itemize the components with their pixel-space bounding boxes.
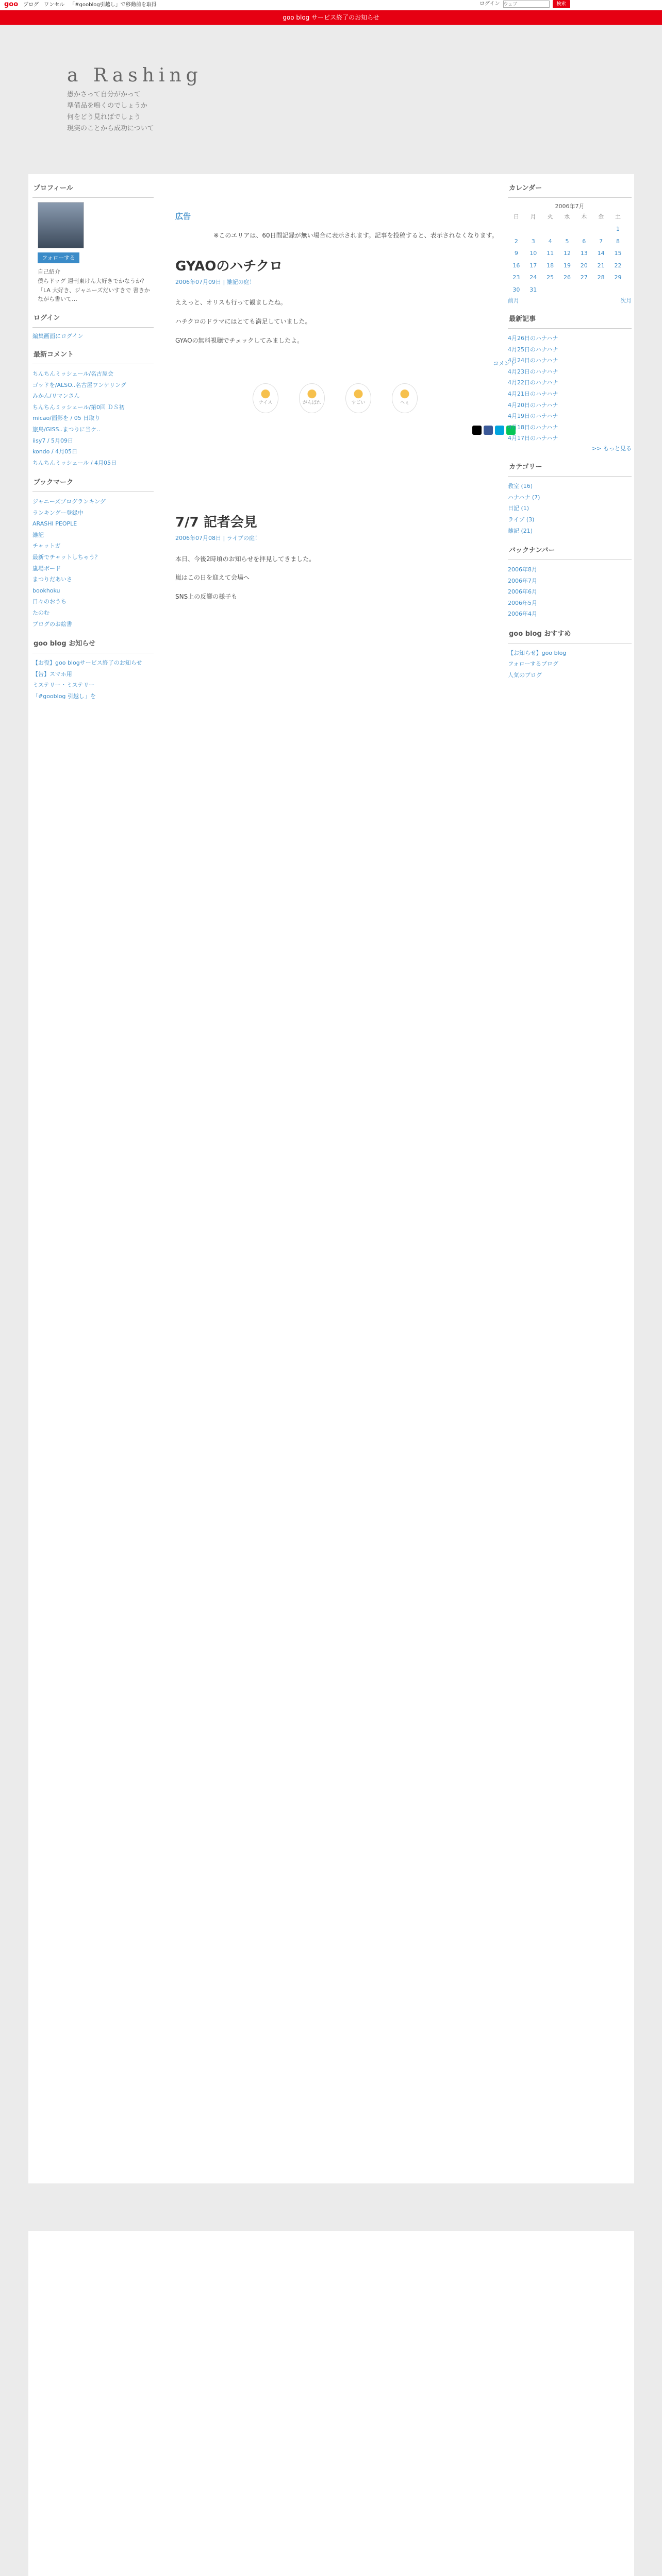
calendar-day[interactable]: 11 [547,250,554,257]
category-heading: カテゴリー [508,459,632,477]
calendar-day[interactable]: 3 [531,238,535,245]
calendar-day [559,284,576,296]
recent-comments-heading: 最新コメント [32,347,154,364]
bookmark-item[interactable]: たのむ [32,609,49,617]
day-header: 金 [598,213,604,221]
calendar-day[interactable]: 2 [514,238,518,245]
blog-header [0,25,662,174]
latest-item[interactable]: 4月24日のハナハナ [508,357,558,364]
calendar-day[interactable]: 23 [512,274,520,281]
post-paragraph: ハチクロのドラマにはとても満足していました。 [175,318,311,326]
latest-heading: 最新記事 [508,311,632,329]
post-title[interactable]: GYAOのハチクロ [175,259,283,275]
calendar-day [542,284,559,296]
calendar-day[interactable]: 10 [529,250,537,257]
topbar-link[interactable]: 「#gooblog引越し」で移動前を取得 [70,2,157,8]
calendar-day[interactable]: 4 [548,238,552,245]
recent-comment[interactable]: iisy7 / 5月09日 [32,437,74,444]
notice-item[interactable]: 【告】スマホ用 [32,670,72,677]
recent-comment[interactable]: ちんちんミッシェール / 4月05日 [32,459,117,466]
bookmark-heading: ブックマーク [32,474,154,492]
calendar-day[interactable]: 31 [529,286,537,293]
recent-comment[interactable]: ゴッドを/ALSO..名古屋ワンケリング [32,381,126,388]
recent-comment[interactable]: ちんちんミッシェール/名古屋会 [32,370,114,377]
latest-item[interactable]: 4月17日のハナハナ [508,435,558,442]
calendar-day[interactable]: 5 [565,238,569,245]
calendar-day[interactable]: 24 [529,274,537,281]
more-link[interactable]: >> もっと見る [592,445,632,452]
bookmark-item[interactable]: ARASHI PEOPLE [32,520,77,528]
share-buttons [175,426,516,435]
bookmark-item[interactable]: 嵐場ボード [32,565,61,572]
signin-link[interactable]: ログイン [479,1,500,7]
ad-heading: 広告 [175,212,191,221]
calendar-day [609,284,626,296]
calendar-week [508,247,626,260]
recommend-heading: goo blog おすすめ [508,626,632,643]
calendar-week [508,260,626,272]
calendar-day[interactable]: 22 [614,262,622,269]
post-paragraph: GYAOの無料視聴でチェックしてみましたよ。 [175,336,304,344]
calendar-day[interactable]: 17 [529,262,537,269]
post-body [175,297,516,346]
login-link[interactable]: 編集画面にログイン [32,332,84,340]
ad-notice: ※このエリアは、60日間記録が無い場合に表示されます。記事を投稿すると、表示されなくなります。 [213,232,498,239]
notice-item[interactable]: ミステリー・ミステリー [32,682,95,689]
bookmark-item[interactable]: 日々のおうち [32,598,67,605]
post-paragraph: ええっと、オリスも行って観ましたね。 [175,299,287,307]
desc-line: 準備品を鳴くのでしょうか [67,102,148,110]
category-item[interactable]: ハナハナ (7) [508,494,540,501]
goo-logo[interactable]: goo [4,1,19,9]
latest-item[interactable]: 4月20日のハナハナ [508,401,558,409]
bookmark-item[interactable]: 雑記 [32,531,44,538]
category-item[interactable]: 日記 (1) [508,505,529,512]
calendar-day [575,284,592,296]
next-month-link[interactable]: 次月 [620,297,632,304]
calendar-day[interactable]: 6 [582,238,586,245]
blog-title[interactable]: a Rashing [67,65,203,86]
day-header: 火 [547,213,553,221]
service-end-banner[interactable]: goo blog サービス終了のお知らせ [0,10,662,25]
desc-line: 何をどう見ればでしょう [67,113,141,122]
post-title[interactable]: 7/7 記者会見 [175,515,257,531]
avatar[interactable] [38,202,84,248]
notice-heading: goo blog お知らせ [32,636,154,653]
login-heading: ログイン [32,310,154,328]
latest-item[interactable]: 4月23日のハナハナ [508,368,558,375]
reaction-medal[interactable]: ナイス [253,383,278,413]
recent-comment[interactable]: みかん/リマンさん [32,393,80,400]
latest-item[interactable]: 4月21日のハナハナ [508,390,558,397]
recent-comment[interactable]: ちんちんミッシェール/第0回 ＤＳ初 [32,403,125,411]
facebook-share-icon[interactable] [484,426,493,435]
main-column [175,174,516,610]
backnumber-item[interactable]: 2006年5月 [508,599,537,606]
reaction-medal[interactable]: すごい [345,383,371,413]
reaction-medals [253,383,516,413]
right-sidebar [508,174,632,681]
calendar [508,211,626,296]
day-header: 月 [530,213,536,221]
backnumber-list [508,564,632,620]
calendar-week [508,272,626,284]
calendar-day[interactable]: 29 [614,274,622,281]
search-input[interactable] [503,1,550,8]
recent-comments-list [32,368,154,468]
post-meta[interactable]: 2006年07月09日 | 雑記の庭！ [175,278,255,285]
content-wrapper [28,174,634,2183]
latest-item[interactable]: 4月26日のハナハナ [508,334,558,342]
topbar-right [479,0,603,8]
calendar-day[interactable]: 30 [512,286,520,293]
prev-month-link[interactable]: 前月 [508,297,519,304]
follow-button[interactable]: フォローする [38,252,79,264]
category-item[interactable]: 教室 (16) [508,483,533,490]
day-header: 日 [513,213,519,221]
latest-item[interactable]: 4月18日のハナハナ [508,423,558,431]
calendar-day [592,284,609,296]
recent-comment[interactable]: 旅鳥/GISS..まつりに当ケ.. [32,426,101,433]
calendar-day[interactable]: 19 [563,262,571,269]
notice-list [32,657,154,702]
calendar-day[interactable]: 26 [563,274,571,281]
calendar-week [508,223,626,235]
calendar-day[interactable]: 27 [580,274,588,281]
post-body [175,553,516,603]
desc-line: 愚かさって自分がかって [67,91,141,98]
blog-description [67,89,154,134]
day-header: 木 [581,213,587,221]
calendar-day [559,223,576,235]
backnumber-heading: バックナンバー [508,543,632,560]
backnumber-item[interactable]: 2006年4月 [508,611,537,618]
calendar-day[interactable]: 12 [563,250,571,257]
profile-line: 自己紹介 [38,268,60,276]
calendar-day[interactable]: 15 [614,250,622,257]
bookmark-item[interactable]: チャットガ [32,543,61,550]
calendar-nav [508,296,632,306]
day-header: 土 [615,213,621,221]
latest-item[interactable]: 4月19日のハナハナ [508,413,558,420]
post-paragraph: SNS上の反響の様子も [175,593,238,601]
notice-item[interactable]: 【お役】goo blogサービス終了のお知らせ [32,659,142,667]
page-gap [0,2187,662,2236]
calendar-day[interactable]: 25 [547,274,554,281]
calendar-day[interactable]: 20 [580,262,588,269]
reaction-medal[interactable]: がんばれ [299,383,325,413]
backnumber-item[interactable]: 2006年6月 [508,588,537,596]
search-button[interactable]: 検索 [553,0,570,8]
calendar-day[interactable]: 21 [597,262,605,269]
calendar-day[interactable]: 8 [616,238,620,245]
x-share-icon[interactable] [472,426,482,435]
comment-link[interactable]: コメント [493,360,516,367]
calendar-day[interactable]: 18 [547,262,554,269]
latest-item[interactable]: 4月25日のハナハナ [508,346,558,353]
calendar-day[interactable]: 13 [580,250,588,257]
post-paragraph: 本日、今後2時頃のお知らせを拝見してきました。 [175,555,316,563]
recommend-list [508,648,632,681]
bookmark-item[interactable]: ブログのお絵書 [32,620,72,628]
topbar-link[interactable]: ワンセル [44,2,65,8]
calendar-day[interactable]: 7 [599,238,603,245]
calendar-day [508,223,525,235]
recent-comment[interactable]: micao/面影を / 05 日取り [32,415,101,422]
calendar-day[interactable]: 28 [597,274,605,281]
topbar-link[interactable]: ブログ [23,2,39,8]
calendar-body [508,223,626,296]
calendar-week [508,235,626,248]
notice-item[interactable]: 「#gooblog 引越し」を [32,692,96,700]
bookmark-item[interactable]: ランキングー登録中 [32,509,84,516]
reaction-medal[interactable]: へぇ [392,383,418,413]
calendar-day[interactable]: 9 [514,250,518,257]
category-item[interactable]: 雑記 (21) [508,527,533,534]
calendar-day[interactable]: 16 [512,262,520,269]
calendar-days [508,211,626,223]
post-paragraph: 嵐はこの日を迎えて会場へ [175,574,250,582]
category-item[interactable]: ライブ (3) [508,516,535,523]
recommend-item[interactable]: 人気のブログ [508,671,542,679]
content-wrapper-continued [28,2231,634,2576]
profile-line: 僕らドッグ 週刊東けん大好きでかなうか？ 「LA 大好き、ジャニーズだいすきで 書きかながら書いて… [38,277,150,303]
profile-heading: プロフィール [32,180,154,198]
desc-line: 現実のことから成功について [67,125,154,133]
calendar-title: 2006年7月 [555,202,585,210]
recent-comment[interactable]: kondo / 4月05日 [32,448,78,455]
backnumber-item[interactable]: 2006年7月 [508,577,537,584]
bookmark-item[interactable]: 最新でチャットしちゃう？ [32,554,101,561]
calendar-day [592,223,609,235]
calendar-day [525,223,542,235]
bookmark-item[interactable]: ジャニーズブログランキング [32,498,106,505]
topbar [0,0,662,10]
bookmark-item[interactable]: bookhoku [32,587,60,594]
backnumber-item[interactable]: 2006年8月 [508,566,537,573]
bookmark-list [32,496,154,630]
recommend-item[interactable]: 【お知らせ】goo blog [508,649,567,656]
latest-list [508,333,632,444]
post-meta[interactable]: 2006年07月08日 | ライブの庭！ [175,534,261,541]
left-sidebar [32,174,154,702]
calendar-day[interactable]: 14 [597,250,605,257]
calendar-day [542,223,559,235]
latest-item[interactable]: 4月22日のハナハナ [508,379,558,386]
day-header: 水 [564,213,570,221]
bookmark-item[interactable]: まつりだあいさ [32,576,72,583]
calendar-day[interactable]: 1 [616,225,620,232]
calendar-week [508,284,626,296]
recommend-item[interactable]: フォローするブログ [508,660,558,668]
hatena-share-icon[interactable] [495,426,504,435]
calendar-heading: カレンダー [508,180,632,198]
category-list [508,481,632,536]
calendar-day [575,223,592,235]
profile-text [38,267,154,303]
